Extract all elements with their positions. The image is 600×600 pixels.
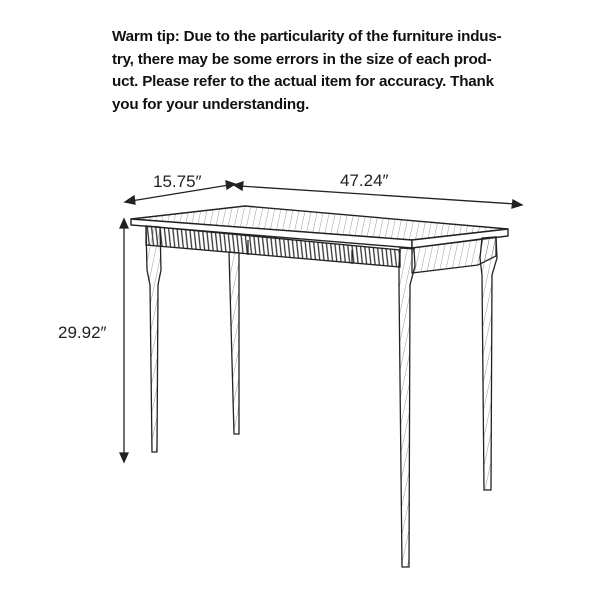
height-label: 29.92″ xyxy=(58,323,107,342)
leg-front-right xyxy=(399,248,415,567)
warm-tip-line-3: uct. Please refer to the actual item for accuracy. Thank xyxy=(112,73,494,90)
table-legs xyxy=(146,226,497,567)
depth-label: 15.75″ xyxy=(153,172,202,191)
leg-back-left xyxy=(229,252,239,434)
warm-tip-line-4: you for your understanding. xyxy=(112,95,310,113)
width-label: 47.24″ xyxy=(340,171,389,190)
warm-tip-line-1: Warm tip: Due to the particularity of the furniture indus- xyxy=(112,28,502,45)
height-dimension-arrow xyxy=(120,219,128,462)
warm-tip-line-2: try, there may be some errors in the size of each prod- xyxy=(112,50,492,68)
leg-back-right xyxy=(480,237,497,490)
leg-front-left xyxy=(146,226,161,452)
